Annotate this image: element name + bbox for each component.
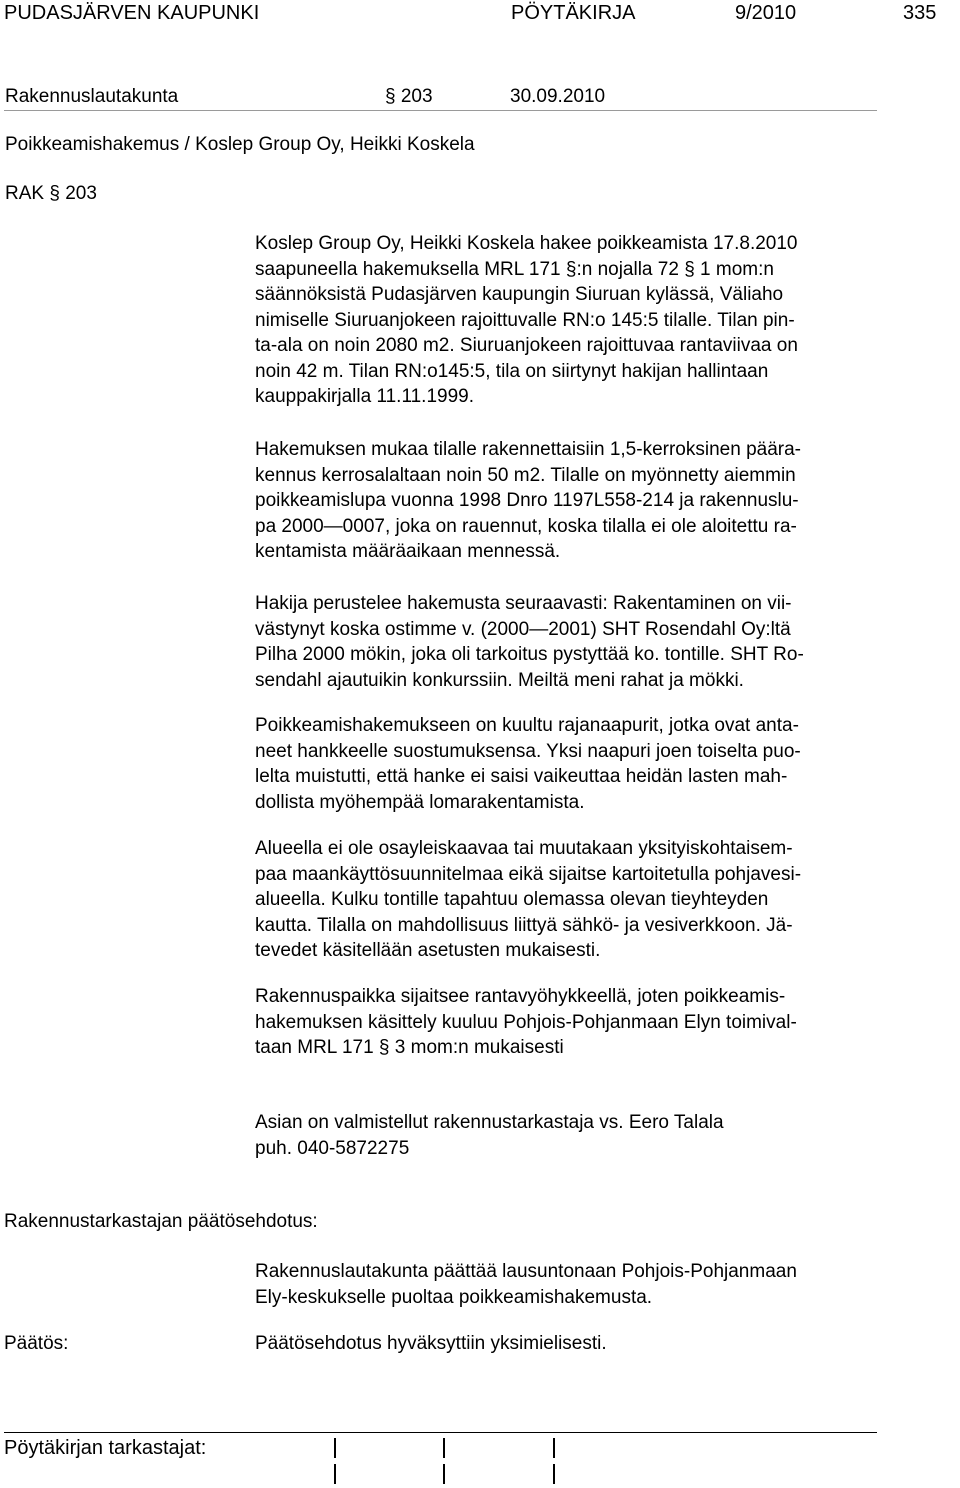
paragraph-1 <box>255 231 945 410</box>
proposal-label: Rakennustarkastajan päätösehdotus: <box>4 1211 318 1232</box>
paragraph-line: neet hankkeelle suostumuksensa. Yksi naapuri joen toiselta puo- <box>255 740 801 762</box>
signature-field-5 <box>443 1464 445 1484</box>
paragraph-3 <box>255 591 945 693</box>
paragraph-4 <box>255 713 945 815</box>
checkers-label: Pöytäkirjan tarkastajat: <box>4 1437 207 1459</box>
header-page-number: 335 <box>903 2 937 24</box>
meeting-date: 30.09.2010 <box>510 86 606 107</box>
decision-text: Päätösehdotus hyväksyttiin yksimielisesti. <box>255 1333 607 1354</box>
paragraph-line: lelta muistutti, että hanke ei saisi vaikeuttaa heidän lasten mah- <box>255 766 788 787</box>
paragraph-line: Rakennuspaikka sijaitsee rantavyöhykkeellä, joten poikkeamis- <box>255 986 786 1007</box>
header-org: PUDASJÄRVEN KAUPUNKI <box>4 2 260 24</box>
footer-divider <box>4 1432 877 1433</box>
signature-field-4 <box>334 1464 336 1484</box>
preparer-line: puh. 040-5872275 <box>255 1137 410 1159</box>
paragraph-line: sendahl ajautuikin konkurssiin. Meiltä meni rahat ja mökki. <box>255 669 744 691</box>
meeting-section: § 203 <box>385 86 433 107</box>
signature-field-2 <box>443 1438 445 1458</box>
paragraph-line: nimiselle Siuruanjokeen rajoittuvalle RN:o 145:5 tilalle. Tilan pin- <box>255 309 795 331</box>
paragraph-line: Alueella ei ole osayleiskaavaa tai muutakaan yksityiskohtaisem- <box>255 838 793 859</box>
paragraph-line: tevedet käsitellään asetusten mukaisesti. <box>255 940 601 961</box>
paragraph-line: säännöksistä Pudasjärven kaupungin Siuruan kylässä, Väliaho <box>255 284 784 305</box>
meeting-divider <box>4 110 877 111</box>
preparer-block <box>255 1110 945 1161</box>
paragraph-line: paa maankäyttösuunnitelmaa eikä sijaitse kartoitetulla pohjavesi- <box>255 863 802 885</box>
header-issue: 9/2010 <box>735 2 797 24</box>
paragraph-line: västynyt koska ostimme v. (2000—2001) SHT Rosendahl Oy:ltä <box>255 618 791 640</box>
paragraph-line: taan MRL 171 § 3 mom:n mukaisesti <box>255 1037 564 1058</box>
paragraph-5 <box>255 836 945 964</box>
paragraph-line: noin 42 m. Tilan RN:o145:5, tila on siirtynyt hakijan hallintaan <box>255 360 769 382</box>
paragraph-line: saapuneella hakemuksella MRL 171 §:n nojalla 72 § 1 mom:n <box>255 258 774 280</box>
preparer-line: Asian on valmistellut rakennustarkastaja vs. Eero Talala <box>255 1112 724 1133</box>
paragraph-line: poikkeamislupa vuonna 1998 Dnro 1197L558-214 ja rakennuslu- <box>255 490 799 511</box>
meeting-board: Rakennuslautakunta <box>5 86 179 107</box>
paragraph-line: Pilha 2000 mökin, joka oli tarkoitus pystyttää ko. tontille. SHT Ro- <box>255 644 804 665</box>
paragraph-line: pa 2000—0007, joka on rauennut, koska tilalla ei ole aloitettu ra- <box>255 515 797 537</box>
paragraph-line: Hakija perustelee hakemusta seuraavasti: Rakentaminen on vii- <box>255 593 792 614</box>
proposal-line: Rakennuslautakunta päättää lausuntonaan Pohjois-Pohjanmaan <box>255 1261 797 1282</box>
paragraph-line: kennus kerrosalaltaan noin 50 m2. Tilalle on myönnetty aiemmin <box>255 464 796 486</box>
paragraph-line: Koslep Group Oy, Heikki Koskela hakee poikkeamista 17.8.2010 <box>255 233 798 254</box>
paragraph-line: ta-ala on noin 2080 m2. Siuruanjokeen rajoittuvaa rantaviivaa on <box>255 335 798 356</box>
paragraph-line: dollista myöhempää lomarakentamista. <box>255 791 585 813</box>
case-ref: RAK § 203 <box>5 183 97 204</box>
signature-field-6 <box>553 1464 555 1484</box>
paragraph-line: kauppakirjalla 11.11.1999. <box>255 386 475 407</box>
paragraph-line: alueella. Kulku tontille tapahtuu olemassa olevan tieyhteyden <box>255 889 769 910</box>
paragraph-line: kentamista määräaikaan mennessä. <box>255 541 561 562</box>
paragraph-6 <box>255 984 945 1061</box>
proposal-line: Ely-keskukselle puoltaa poikkeamishakemusta. <box>255 1286 653 1308</box>
signature-field-1 <box>334 1438 336 1458</box>
signature-field-3 <box>553 1438 555 1458</box>
header-doc-type: PÖYTÄKIRJA <box>511 2 636 24</box>
paragraph-line: Poikkeamishakemukseen on kuultu rajanaapurit, jotka ovat anta- <box>255 715 799 736</box>
case-title: Poikkeamishakemus / Koslep Group Oy, Heikki Koskela <box>5 134 475 155</box>
paragraph-2 <box>255 437 945 565</box>
paragraph-line: hakemuksen käsittely kuuluu Pohjois-Pohjanmaan Elyn toimival- <box>255 1011 797 1033</box>
paragraph-line: Hakemuksen mukaa tilalle rakennettaisiin 1,5-kerroksinen päära- <box>255 439 801 460</box>
decision-label: Päätös: <box>4 1333 69 1354</box>
paragraph-line: kautta. Tilalla on mahdollisuus liittyä sähkö- ja vesiverkkoon. Jä- <box>255 914 793 936</box>
proposal-block <box>255 1259 945 1310</box>
